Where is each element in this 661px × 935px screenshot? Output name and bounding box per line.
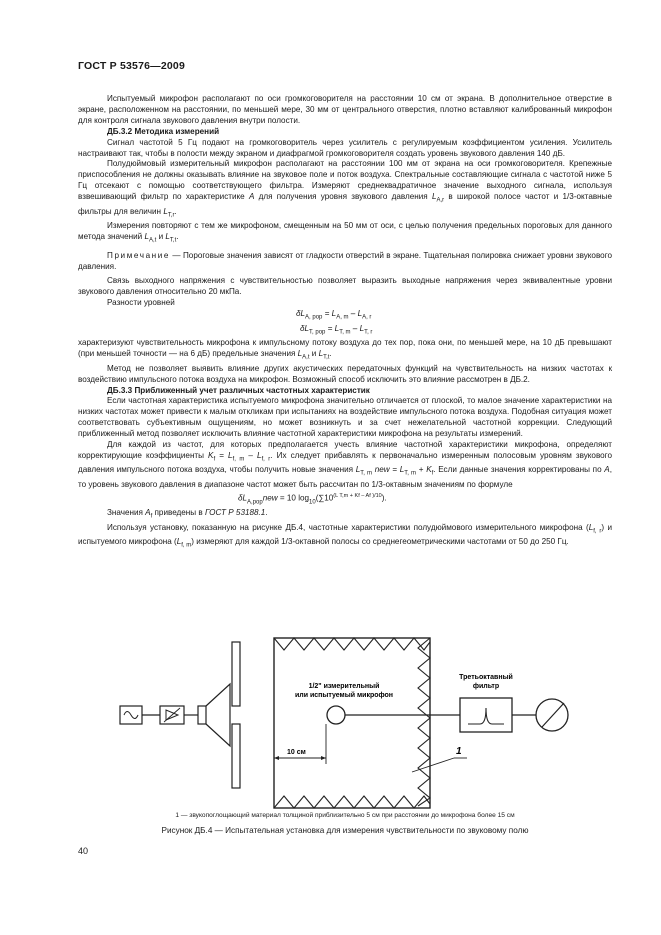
paragraph: Если частотная характеристика испытуемого микрофона значительно отличается от плоской, то малое значение характеристики на низких частотах может привести к малым откликам при испытаниях на воздействие импульсного потока воздуха. Подобная ситуация может соответствовать субъективным ощущениям, но может возникнуть и за счет нежелательной частотной коррекции. Следующий приближенный метод позволяет исключить влияние частотной характеристики микрофона на результаты измерений. xyxy=(78,396,612,439)
section-heading: ДБ.3.3 Приближенный учет различных частотных характеристик xyxy=(107,385,370,395)
paragraph: Для каждой из частот, для которых предполагается учесть влияние частотной характеристики микрофона, определяют корректирующие коэффициенты $K_f = L_{f, m} - L_{f, r}$. Их следует прибавлять к первоначально измеренным полосовым уровням звукового давления импульсного потока воздуха, чтобы получить новые значения $L_{T, m}$ new = $L_{T, m} + K_f$. Если данные значения корректированы по A, то уровень звукового давления в диапазоне частот может быть рассчитан по 1/3-октавным значениям по формуле xyxy=(78,440,612,489)
paragraph: характеризуют чувствительность микрофона к импульсному потоку воздуха до тех пор, пока они, по меньшей мере, на 10 дБ превышают (при меньшей точности — на 6 дБ) предельные значения $L_{A,t}$ и $L_{T,t}$. xyxy=(78,338,612,361)
screen-upper xyxy=(232,642,240,706)
section-heading: ДБ.3.2 Методика измерений xyxy=(107,126,220,136)
figure-legend: 1 — звукопоглощающий материал толщиной приблизительно 5 см при расстоянии до микрофона более 15 см xyxy=(175,812,515,819)
note: Примечание — Пороговые значения зависят от гладкости отверстий в экране. Тщательная полировка снижает уровни звукового давления. xyxy=(78,250,612,271)
body-text xyxy=(78,94,612,552)
paragraph: Полудюймовый измерительный микрофон располагают на расстоянии 100 мм от экрана на оси громкоговорителя. Крепежные приспособления не должны оказывать влияние на звуковое поле и поток воздуха. Спектральные составляющие сигнала с частотой ниже 5 Гц отсекают с помощью соответствующего фильтра. Измеряют среднеквадратичное значение выходного сигнала, используя взвешивающий фильтр по характеристике A для получения уровня звукового давления $L_{A,r}$ в широкой полосе частот и 1/3-октавные фильтры для величин $L_{T,r}$. xyxy=(78,159,612,219)
paragraph: Разности уровней xyxy=(107,298,175,308)
voltmeter-icon xyxy=(536,699,568,731)
paragraph: Сигнал частотой 5 Гц подают на громкоговоритель через усилитель с регулируемым коэффициентом усиления. Усилитель настраивают так, чтобы в полости между экраном и диафрагмой громкоговорителя создать уровень звукового давления 140 дБ. xyxy=(78,137,612,158)
mic-label: 1/2" измерительный xyxy=(308,683,380,690)
figure-caption: Рисунок ДБ.4 — Испытательная установка для измерения чувствительности по звуковому полю xyxy=(161,826,529,835)
filter-label: Третьоктавный xyxy=(459,674,513,681)
formula-a: $\delta L_{A, pop} = L_{A, m} - L_{A, r}$ xyxy=(296,309,372,321)
mic-label: или испытуемый микрофон xyxy=(294,692,394,699)
arrow-head xyxy=(274,756,279,760)
paragraph: Испытуемый микрофон располагают по оси громкоговорителя на расстоянии 10 см от экрана. В дополнительное отверстие в экране, расположенном на расстоянии, по меньшей мере, 30 мм от центрального отверстия, плотно вставляют калиброванный микрофон для контроля сигнала звукового давления внутри полости. xyxy=(78,94,612,125)
callout-line xyxy=(412,758,454,772)
screen-lower xyxy=(232,724,240,788)
figure-test-setup xyxy=(112,636,582,811)
formula-t: $\delta L_{T, pop} = L_{T, m} - L_{T, r}$ xyxy=(300,323,373,336)
microphone-icon xyxy=(327,706,345,724)
loudspeaker-icon xyxy=(198,684,230,746)
paragraph: Значения $A_f$ приведены в ГОСТ Р 53188.1. xyxy=(107,508,268,520)
filter-label: фильтр xyxy=(472,683,500,690)
document-header: ГОСТ Р 53576—2009 xyxy=(78,60,186,72)
paragraph: Измерения повторяют с тем же микрофоном, смещенным на 50 мм от оси, с целью получения предельных пороговых для данного метода значений $L_{A,t}$ и $L_{T,t}$. xyxy=(78,221,612,244)
filter-icon xyxy=(460,698,512,732)
paragraph: Связь выходного напряжения с чувствительностью позволяет выразить выходные напряжения через эквивалентные уровни звукового давления относительно 20 мкПа. xyxy=(78,276,612,297)
paragraph: Метод не позволяет выявить влияние других акустических передаточных функций на чувствительность на низких частотах к воздействию импульсного потока воздуха на микрофон. Возможный способ исключить это влияние рассмотрен в ДБ.2. xyxy=(78,363,612,384)
formula-sum: $\delta L_{A,pop}new = 10$ $\log_{10}(\sum 10^{(L T,m + Kf - Af )/10})$. xyxy=(238,492,387,506)
page-number: 40 xyxy=(78,846,89,856)
arrow-head xyxy=(321,756,326,760)
absorber-top xyxy=(274,638,430,650)
paragraph: Используя установку, показанную на рисунке ДБ.4, частотные характеристики полудюймового измерительного микрофона $(L_{f, r})$ и испытуемого микрофона $(L_{f, m})$ измеряют для каждой 1/3-октавной полосы со среднегеометрическими частотами от 50 до 250 Гц. xyxy=(78,522,612,549)
callout-number: 1 xyxy=(456,746,462,757)
absorber-bottom xyxy=(274,796,430,808)
generator-icon xyxy=(120,706,142,724)
amplifier-icon xyxy=(160,706,184,724)
distance-label: 10 см xyxy=(287,749,306,756)
anechoic-chamber xyxy=(274,638,430,808)
absorber-right xyxy=(418,638,430,806)
